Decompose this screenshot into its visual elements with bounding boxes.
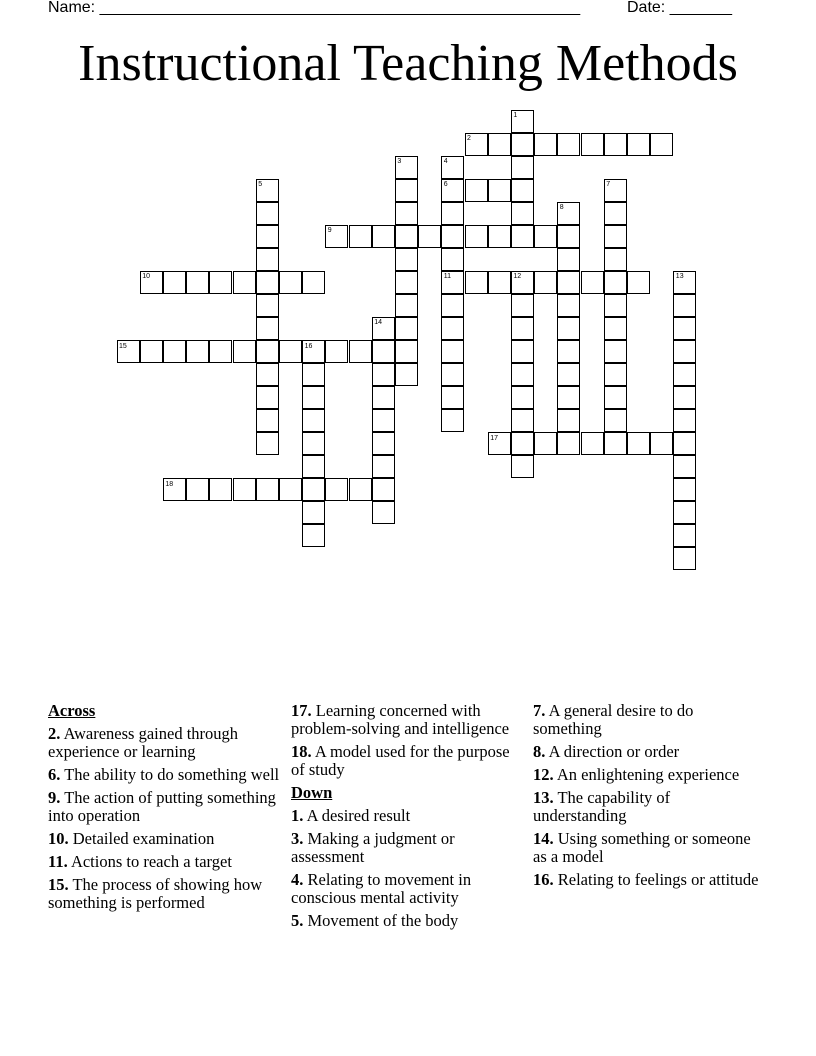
crossword-cell[interactable] — [581, 432, 604, 455]
crossword-cell[interactable] — [511, 432, 534, 455]
crossword-cell[interactable] — [557, 386, 580, 409]
crossword-cell[interactable] — [256, 386, 279, 409]
crossword-cell[interactable] — [279, 271, 302, 294]
clue-column-1 — [48, 702, 280, 917]
crossword-cell[interactable] — [488, 225, 511, 248]
crossword-cell[interactable] — [604, 317, 627, 340]
crossword-cell[interactable] — [372, 225, 395, 248]
crossword-cell[interactable] — [209, 271, 232, 294]
crossword-cell[interactable] — [511, 225, 534, 248]
crossword-cell[interactable] — [302, 386, 325, 409]
clue-number-17: 17 — [490, 434, 498, 442]
crossword-cell[interactable] — [256, 202, 279, 225]
crossword-cell[interactable] — [465, 225, 488, 248]
crossword-cell[interactable] — [488, 179, 511, 202]
crossword-cell[interactable] — [511, 386, 534, 409]
crossword-cell[interactable] — [186, 478, 209, 501]
crossword-cell[interactable] — [557, 225, 580, 248]
crossword-cell[interactable] — [673, 386, 696, 409]
crossword-cell[interactable] — [673, 363, 696, 386]
clue-number-5: 5 — [258, 181, 263, 189]
crossword-cell[interactable] — [511, 317, 534, 340]
name-field-label: Name: ______________________________________________________ — [48, 0, 581, 16]
crossword-cell[interactable] — [557, 409, 580, 432]
crossword-cell[interactable] — [511, 340, 534, 363]
crossword-cell[interactable] — [604, 202, 627, 225]
crossword-cell[interactable] — [673, 432, 696, 455]
crossword-cell[interactable] — [325, 340, 348, 363]
crossword-cell[interactable] — [557, 363, 580, 386]
crossword-cell[interactable] — [302, 501, 325, 524]
clue-column-2 — [291, 702, 523, 935]
crossword-cell[interactable] — [441, 363, 464, 386]
crossword-cell[interactable] — [511, 294, 534, 317]
crossword-cell[interactable] — [395, 317, 418, 340]
down-heading: Down — [291, 783, 333, 802]
crossword-cell[interactable] — [673, 478, 696, 501]
crossword-cell[interactable] — [302, 363, 325, 386]
crossword-cell[interactable] — [349, 340, 372, 363]
crossword-cell[interactable] — [233, 271, 256, 294]
crossword-cell[interactable] — [441, 340, 464, 363]
crossword-cell[interactable] — [557, 294, 580, 317]
crossword-cell[interactable] — [441, 386, 464, 409]
crossword-cell[interactable] — [325, 478, 348, 501]
crossword-cell[interactable] — [302, 524, 325, 547]
clue-number-14: 14 — [374, 319, 382, 327]
clue-across-18: 18. A model used for the purpose of study — [291, 742, 510, 779]
crossword-cell[interactable] — [511, 202, 534, 225]
crossword-cell[interactable] — [604, 409, 627, 432]
crossword-cell[interactable] — [256, 478, 279, 501]
crossword-cell[interactable] — [372, 478, 395, 501]
crossword-cell[interactable] — [557, 432, 580, 455]
page-title: Instructional Teaching Methods — [78, 35, 738, 92]
crossword-cell[interactable] — [256, 317, 279, 340]
crossword-cell[interactable] — [673, 340, 696, 363]
crossword-cell[interactable] — [534, 225, 557, 248]
clue-number-8: 8 — [559, 204, 564, 212]
clue-down-14: 14. Using something or someone as a model — [533, 829, 751, 866]
crossword-cell[interactable] — [256, 409, 279, 432]
crossword-cell[interactable] — [604, 133, 627, 156]
crossword-cell[interactable] — [465, 179, 488, 202]
crossword-cell[interactable] — [186, 271, 209, 294]
crossword-cell[interactable] — [349, 478, 372, 501]
crossword-cell[interactable] — [511, 133, 534, 156]
clue-across-6: 6. The ability to do something well — [48, 765, 280, 784]
crossword-cell[interactable] — [604, 225, 627, 248]
crossword-cell[interactable] — [441, 248, 464, 271]
crossword-cell[interactable] — [604, 386, 627, 409]
clue-number-1: 1 — [513, 112, 518, 119]
crossword-cell[interactable] — [511, 363, 534, 386]
crossword-cell[interactable] — [349, 225, 372, 248]
clue-column-3 — [533, 702, 765, 894]
crossword-cell[interactable] — [534, 133, 557, 156]
clue-across-2: 2. Awareness gained through experience or learning — [48, 724, 239, 761]
crossword-cell[interactable] — [395, 271, 418, 294]
crossword-cell[interactable] — [372, 409, 395, 432]
crossword-cell[interactable] — [441, 202, 464, 225]
crossword-cell[interactable] — [673, 294, 696, 317]
clue-down-13: 13. The capability of understanding — [533, 788, 671, 825]
clue-number-11: 11 — [443, 273, 452, 281]
crossword-cell[interactable] — [604, 363, 627, 386]
clue-number-16: 16 — [304, 342, 313, 350]
crossword-cell[interactable] — [395, 340, 418, 363]
crossword-cell[interactable] — [418, 225, 441, 248]
crossword-cell[interactable] — [256, 432, 279, 455]
crossword-cell[interactable] — [557, 133, 580, 156]
crossword-cell[interactable] — [441, 409, 464, 432]
crossword-cell[interactable] — [604, 248, 627, 271]
clue-down-4: 4. Relating to movement in conscious mental activity — [291, 870, 472, 907]
across-heading: Across — [48, 701, 96, 720]
crossword-cell[interactable] — [256, 271, 279, 294]
crossword-cell[interactable] — [673, 547, 696, 570]
crossword-cell[interactable] — [534, 432, 557, 455]
crossword-cell[interactable] — [488, 271, 511, 294]
crossword-cell[interactable] — [488, 133, 511, 156]
crossword-cell[interactable] — [372, 363, 395, 386]
crossword-cell[interactable] — [395, 179, 418, 202]
clue-number-18: 18 — [165, 480, 174, 488]
crossword-cell[interactable] — [534, 271, 557, 294]
crossword-cell[interactable] — [140, 340, 163, 363]
crossword-cell[interactable] — [372, 455, 395, 478]
clue-number-15: 15 — [119, 342, 127, 350]
crossword-cell[interactable] — [302, 478, 325, 501]
crossword-cell[interactable] — [511, 179, 534, 202]
crossword-cell[interactable] — [395, 294, 418, 317]
clue-across-10: 10. Detailed examination — [48, 829, 215, 848]
crossword-cell[interactable] — [372, 386, 395, 409]
clue-down-3: 3. Making a judgment or assessment — [291, 829, 455, 866]
clue-number-6: 6 — [443, 181, 448, 189]
crossword-cell[interactable] — [557, 340, 580, 363]
crossword-cell[interactable] — [604, 271, 627, 294]
crossword-cell[interactable] — [627, 432, 650, 455]
crossword-cell[interactable] — [256, 225, 279, 248]
crossword-cell[interactable] — [511, 156, 534, 179]
crossword-cell[interactable] — [372, 432, 395, 455]
crossword-cell[interactable] — [209, 340, 232, 363]
crossword-cell[interactable] — [650, 133, 673, 156]
crossword-cell[interactable] — [581, 133, 604, 156]
crossword-cell[interactable] — [673, 455, 696, 478]
crossword-cell[interactable] — [627, 271, 650, 294]
crossword-cell[interactable] — [163, 271, 186, 294]
clue-across-17: 17. Learning concerned with problem-solving and intelligence — [291, 701, 510, 738]
crossword-cell[interactable] — [465, 271, 488, 294]
clue-across-9: 9. The action of putting something into operation — [48, 788, 276, 825]
clue-down-1: 1. A desired result — [291, 806, 411, 825]
crossword-cell[interactable] — [163, 340, 186, 363]
crossword-cell[interactable] — [673, 501, 696, 524]
crossword-cell[interactable] — [441, 317, 464, 340]
crossword-cell[interactable] — [302, 455, 325, 478]
crossword-cell[interactable] — [604, 294, 627, 317]
crossword-cell[interactable] — [673, 524, 696, 547]
crossword-cell[interactable] — [209, 478, 232, 501]
crossword-cell[interactable] — [557, 317, 580, 340]
clue-number-12: 12 — [513, 273, 522, 281]
crossword-cell[interactable] — [395, 225, 418, 248]
crossword-cell[interactable] — [279, 478, 302, 501]
clue-number-7: 7 — [606, 181, 611, 189]
crossword-cell[interactable] — [395, 202, 418, 225]
crossword-cell[interactable] — [256, 363, 279, 386]
clue-number-10: 10 — [142, 273, 150, 281]
crossword-cell[interactable] — [186, 340, 209, 363]
date-field-label: Date: _______ — [627, 0, 732, 16]
crossword-cell[interactable] — [395, 248, 418, 271]
clue-across-11: 11. Actions to reach a target — [48, 852, 232, 871]
clue-number-3: 3 — [397, 158, 402, 166]
crossword-cell[interactable] — [673, 409, 696, 432]
crossword-cell[interactable] — [233, 340, 256, 363]
crossword-cell[interactable] — [395, 363, 418, 386]
crossword-cell[interactable] — [233, 478, 256, 501]
crossword-cell[interactable] — [256, 248, 279, 271]
crossword-cell[interactable] — [302, 409, 325, 432]
clue-down-7: 7. A general desire to do something — [533, 701, 694, 738]
clue-down-12: 12. An enlightening experience — [533, 765, 740, 784]
clue-number-9: 9 — [327, 227, 332, 235]
clue-down-8: 8. A direction or order — [533, 742, 680, 761]
crossword-cell[interactable] — [302, 432, 325, 455]
clue-number-2: 2 — [467, 135, 471, 143]
crossword-cell[interactable] — [441, 225, 464, 248]
crossword-cell[interactable] — [256, 340, 279, 363]
crossword-cell[interactable] — [372, 340, 395, 363]
crossword-cell[interactable] — [511, 455, 534, 478]
crossword-cell[interactable] — [279, 340, 302, 363]
clue-down-16: 16. Relating to feelings or attitude — [533, 870, 759, 889]
crossword-cell[interactable] — [557, 271, 580, 294]
crossword-cell[interactable] — [557, 248, 580, 271]
crossword-cell[interactable] — [302, 271, 325, 294]
clue-down-5: 5. Movement of the body — [291, 911, 459, 930]
crossword-cell[interactable] — [581, 271, 604, 294]
crossword-cell[interactable] — [441, 294, 464, 317]
crossword-cell[interactable] — [650, 432, 673, 455]
crossword-cell[interactable] — [627, 133, 650, 156]
clue-number-4: 4 — [443, 158, 448, 166]
crossword-cell[interactable] — [673, 317, 696, 340]
clue-across-15: 15. The process of showing how something is performed — [48, 875, 263, 912]
crossword-cell[interactable] — [604, 432, 627, 455]
clue-number-13: 13 — [675, 273, 684, 281]
crossword-cell[interactable] — [511, 409, 534, 432]
crossword-cell[interactable] — [256, 294, 279, 317]
crossword-cell[interactable] — [604, 340, 627, 363]
crossword-cell[interactable] — [372, 501, 395, 524]
